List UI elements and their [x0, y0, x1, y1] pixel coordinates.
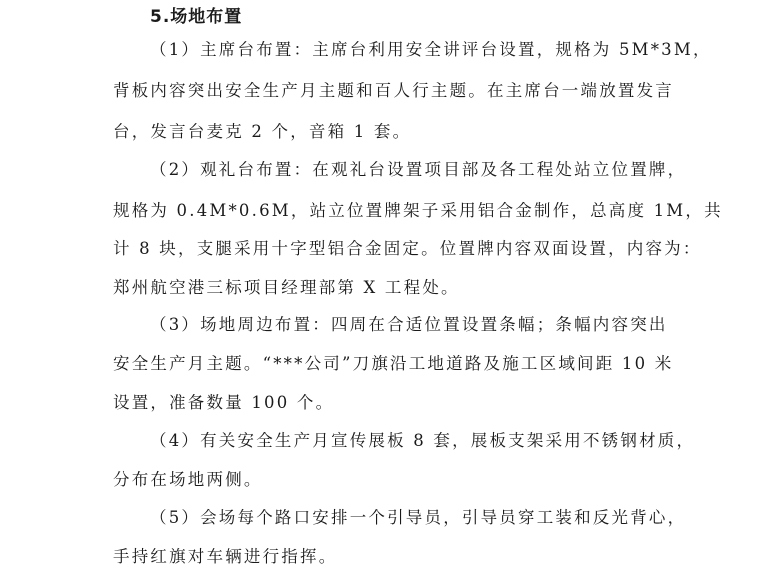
paragraph-3-line-1: （3）场地周边布置：四周在合适位置设置条幅；条幅内容突出	[150, 315, 668, 334]
paragraph-3-line-3: 设置，准备数量 100 个。	[113, 393, 335, 412]
paragraph-4-line-1: （4）有关安全生产月宣传展板 8 套，展板支架采用不锈钢材质，	[150, 431, 696, 450]
paragraph-1-line-2: 背板内容突出安全生产月主题和百人行主题。在主席台一端放置发言	[113, 81, 674, 100]
paragraph-2-line-4: 郑州航空港三标项目经理部第 X 工程处。	[113, 278, 460, 297]
paragraph-4-line-2: 分布在场地两侧。	[113, 470, 263, 489]
paragraph-1-line-3: 台，发言台麦克 2 个，音箱 1 套。	[113, 122, 412, 141]
paragraph-2-line-3: 计 8 块，支腿采用十字型铝合金固定。位置牌内容双面设置，内容为：	[113, 239, 702, 258]
paragraph-2-line-2: 规格为 0.4M*0.6M，站立位置牌架子采用铝合金制作，总高度 1M，共	[113, 201, 723, 220]
paragraph-1-line-1: （1）主席台布置：主席台利用安全讲评台设置，规格为 5M*3M，	[150, 40, 712, 59]
paragraph-3-line-2: 安全生产月主题。“***公司”刀旗沿工地道路及施工区域间距 10 米	[113, 354, 674, 373]
paragraph-5-line-1: （5）会场每个路口安排一个引导员，引导员穿工装和反光背心，	[150, 508, 687, 527]
section-heading: 5.场地布置	[150, 7, 243, 27]
paragraph-2-line-1: （2）观礼台布置：在观礼台设置项目部及各工程处站立位置牌，	[150, 160, 687, 179]
paragraph-5-line-2: 手持红旗对车辆进行指挥。	[113, 547, 338, 566]
